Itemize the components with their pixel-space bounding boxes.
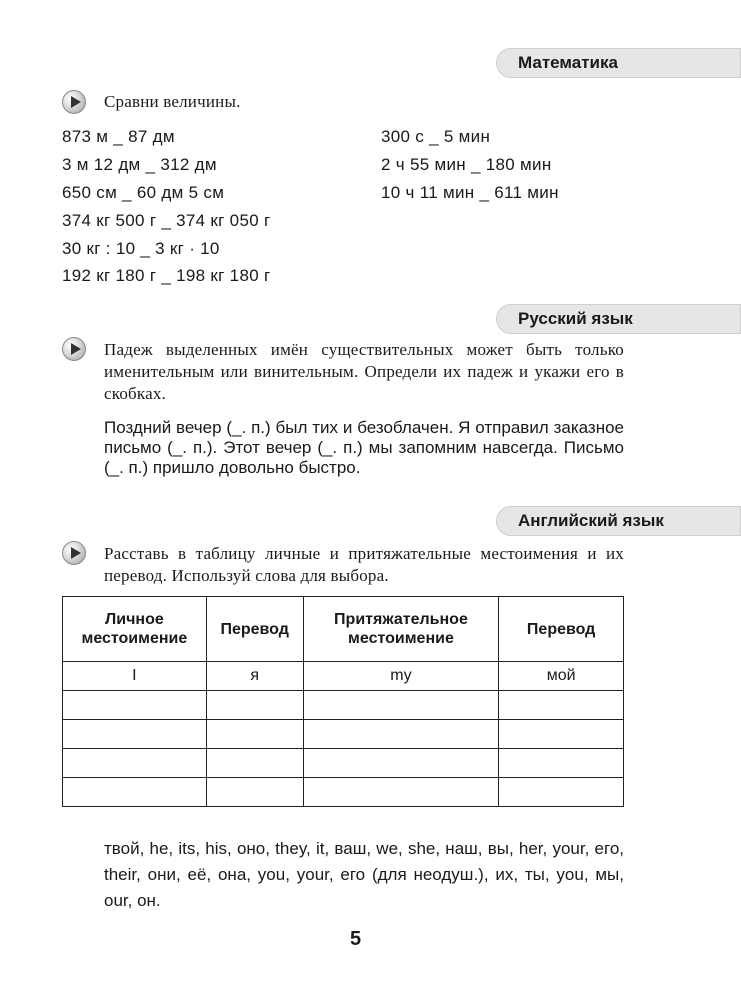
math-left-row: 650 см _ 60 дм 5 см	[62, 183, 225, 202]
table-row	[63, 691, 624, 720]
math-left-row: 192 кг 180 г _ 198 кг 180 г	[62, 266, 271, 285]
math-right-row: 300 с _ 5 мин	[381, 127, 491, 146]
table-cell[interactable]	[206, 691, 303, 720]
table-row	[63, 720, 624, 749]
play-icon[interactable]	[62, 337, 86, 361]
math-right-row: 10 ч 11 мин _ 611 мин	[381, 183, 559, 202]
table-cell[interactable]	[499, 749, 624, 778]
russian-text: Поздний вечер (_. п.) был тих и безоблачен. Я отправил заказное письмо (_. п.). Этот вечер (_. п.) мы запомним навсегда. Письмо (_. п.) пришло довольно быстро.	[104, 418, 624, 477]
table-cell[interactable]	[63, 691, 207, 720]
table-header-cell: Перевод	[206, 597, 303, 662]
section-tab-english	[496, 506, 741, 536]
pronoun-table	[62, 596, 624, 807]
math-left-row: 30 кг : 10 _ 3 кг · 10	[62, 239, 220, 258]
section-tab-russian	[496, 304, 741, 334]
word-bank: твой, he, its, his, оно, they, it, ваш, we, she, наш, вы, her, your, его, their, они, её, она, you, your, его (для неодуш.), их, ты, you, мы, our, он.	[104, 839, 624, 910]
table-header-cell: Личное местоимение	[63, 597, 207, 662]
table-cell[interactable]: I	[63, 662, 207, 691]
section-tab-math	[496, 48, 741, 78]
section-tab-math-label: Математика	[518, 53, 618, 72]
table-cell[interactable]	[63, 749, 207, 778]
table-header-row	[63, 597, 624, 662]
table-cell[interactable]	[206, 720, 303, 749]
page-number: 5	[350, 928, 362, 950]
section-tab-english-label: Английский язык	[518, 511, 664, 530]
table-cell[interactable]	[63, 778, 207, 807]
math-right-row: 2 ч 55 мин _ 180 мин	[381, 155, 552, 174]
table-row	[63, 778, 624, 807]
math-left-row: 873 м _ 87 дм	[62, 127, 175, 146]
table-cell[interactable]	[206, 778, 303, 807]
table-cell[interactable]	[303, 749, 499, 778]
table-cell[interactable]	[499, 720, 624, 749]
section-tab-russian-label: Русский язык	[518, 309, 633, 328]
table-header-cell: Перевод	[499, 597, 624, 662]
table-cell[interactable]: я	[206, 662, 303, 691]
table-cell[interactable]: my	[303, 662, 499, 691]
table-row	[63, 749, 624, 778]
table-cell[interactable]	[303, 720, 499, 749]
table-cell[interactable]: мой	[499, 662, 624, 691]
table-row	[63, 662, 624, 691]
math-left-row: 3 м 12 дм _ 312 дм	[62, 155, 217, 174]
table-header-cell: Притяжательное местоимение	[303, 597, 499, 662]
table-cell[interactable]	[303, 778, 499, 807]
table-cell[interactable]	[499, 778, 624, 807]
table-cell[interactable]	[63, 720, 207, 749]
table-cell[interactable]	[499, 691, 624, 720]
russian-instruction: Падеж выделенных имён существительных может быть только именительным или винительным. Определи их падеж и укажи его в скобках.	[104, 340, 624, 403]
english-instruction: Расставь в таблицу личные и притяжательные местоимения и их перевод. Используй слова для выбора.	[104, 544, 624, 585]
table-cell[interactable]	[303, 691, 499, 720]
math-instruction: Сравни величины.	[104, 92, 241, 111]
table-cell[interactable]	[206, 749, 303, 778]
play-icon[interactable]	[62, 90, 86, 114]
play-icon[interactable]	[62, 541, 86, 565]
math-left-row: 374 кг 500 г _ 374 кг 050 г	[62, 211, 271, 230]
